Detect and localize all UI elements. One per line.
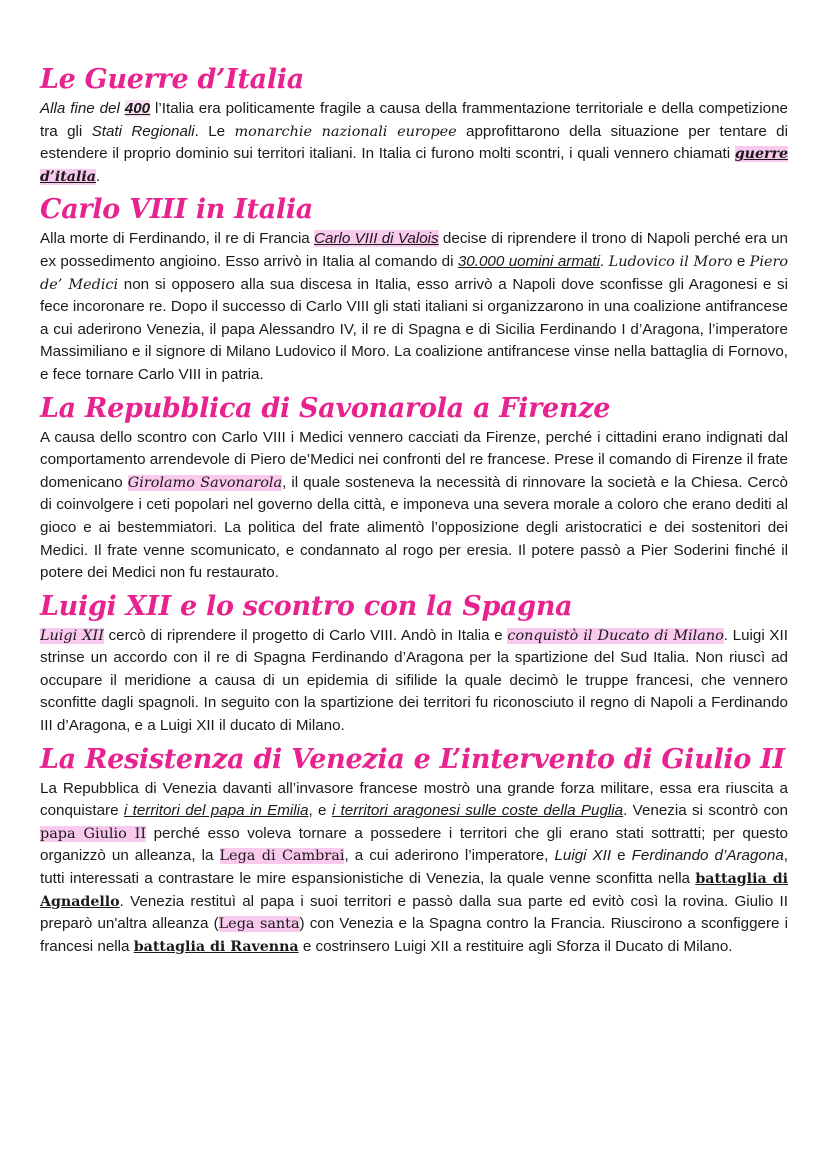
section-paragraph: Alla fine del 400 l’Italia era politicamente fragile a causa della frammentazione territoriale e della competizione tra gli Stati Regionali. Le monarchie nazionali europee approfittarono della situazione per tentare di estendere il proprio dominio sui territori italiani. In Italia ci furono molti scontri, i quali vennero chiamati guerre d’italia. <box>40 100 788 185</box>
document-page <box>40 62 788 962</box>
section-paragraph: Alla morte di Ferdinando, il re di Francia Carlo VIII di Valois decise di riprendere il trono di Napoli perché era un ex possedimento angioino. Esso arrivò in Italia al comando di 30.000 uomini armati. Ludovico il Moro e Piero de’ Medici non si opposero alla sua discesa in Italia, esso arrivò a Napoli dove sconfisse gli Aragonesi e si fece incoronare re. Dopo il successo di Carlo VIII gli stati italiani si organizzarono in una coalizione antifrancese a cui aderirono Venezia, il papa Alessandro IV, il re di Spagna e di Sicilia Ferdinando I d’Aragona, l’imperatore Massimiliano e il signore di Milano Ludovico il Moro. La coalizione antifrancese vinse nella battaglia di Fornovo, e fece tornare Carlo VIII in patria. <box>40 230 789 383</box>
section-paragraph: Luigi XII cercò di riprendere il progetto di Carlo VIII. Andò in Italia e conquistò il Ducato di Milano. Luigi XII strinse un accordo con il re di Spagna Ferdinando d’Aragona per la spartizione del Sud Italia. Non riuscì ad occupare il meridione a causa di un epidemia di sifilide la quale decimò le truppe francesi, che vennero sconfitte dagli spagnoli. In seguito con la spartizione dei territori fu riconosciuto il regno di Napoli a Ferdinando III d’Aragona, e a Luigi XII il ducato di Milano. <box>40 626 788 735</box>
section-paragraph: La Repubblica di Venezia davanti all’invasore francese mostrò una grande forza militare, essa era riuscita a conquistare i territori del papa in Emilia, e i territori aragonesi sulle coste della Puglia. Venezia si scontrò con papa Giulio II perché esso voleva tornare a possedere i territori che gli erano stati sottratti; per questo organizzò un alleanza, la Lega di Cambrai, a cui aderirono l’imperatore, Luigi XII e Ferdinando d’Aragona, tutti interessati a contrastare le mire espansionistiche di Venezia, la quale venne sconfitta nella battaglia di Agnadello. Venezia restituì al papa i suoi territori e passò dalla sua parte ed evitò così la rovina. Giulio II preparò un'altra alleanza (Lega santa) con Venezia e la Spagna contro la Francia. Riuscirono a sconfiggere i francesi nella battaglia di Ravenna e costrinsero Luigi XII a restituire agli Sforza il Ducato di Milano. <box>40 779 789 955</box>
section-title: Luigi XII e lo scontro con la Spagna <box>40 590 573 622</box>
section-paragraph: A causa dello scontro con Carlo VIII i Medici vennero cacciati da Firenze, perché i cittadini erano indignati dal comportamento arrendevole di Piero de’Medici nei confronti del re francese. Prese il comando di Firenze il frate domenicano Girolamo Savonarola, il quale sosteneva la necessità di rinnovare la società e la Chiesa. Cercò di coinvolgere i ceti popolari nel governo della città, e imponeva una severa morale a coloro che erano dediti al gioco e ai bestemmiatori. La politica del frate alimentò l’opposizione degli aristocratici e dei sostenitori dei Medici. Il frate venne scomunicato, e condannato al rogo per eresia. Il potere passò a Pier Soderini finché il potere dei Medici non fu restaurato. <box>40 428 788 582</box>
section-title: Le Guerre d’Italia <box>40 64 304 95</box>
section-title: La Resistenza di Venezia e L’intervento di Giulio II <box>40 743 785 775</box>
section-title: La Repubblica di Savonarola a Firenze <box>40 392 611 424</box>
section-title: Carlo VIII in Italia <box>40 194 314 226</box>
